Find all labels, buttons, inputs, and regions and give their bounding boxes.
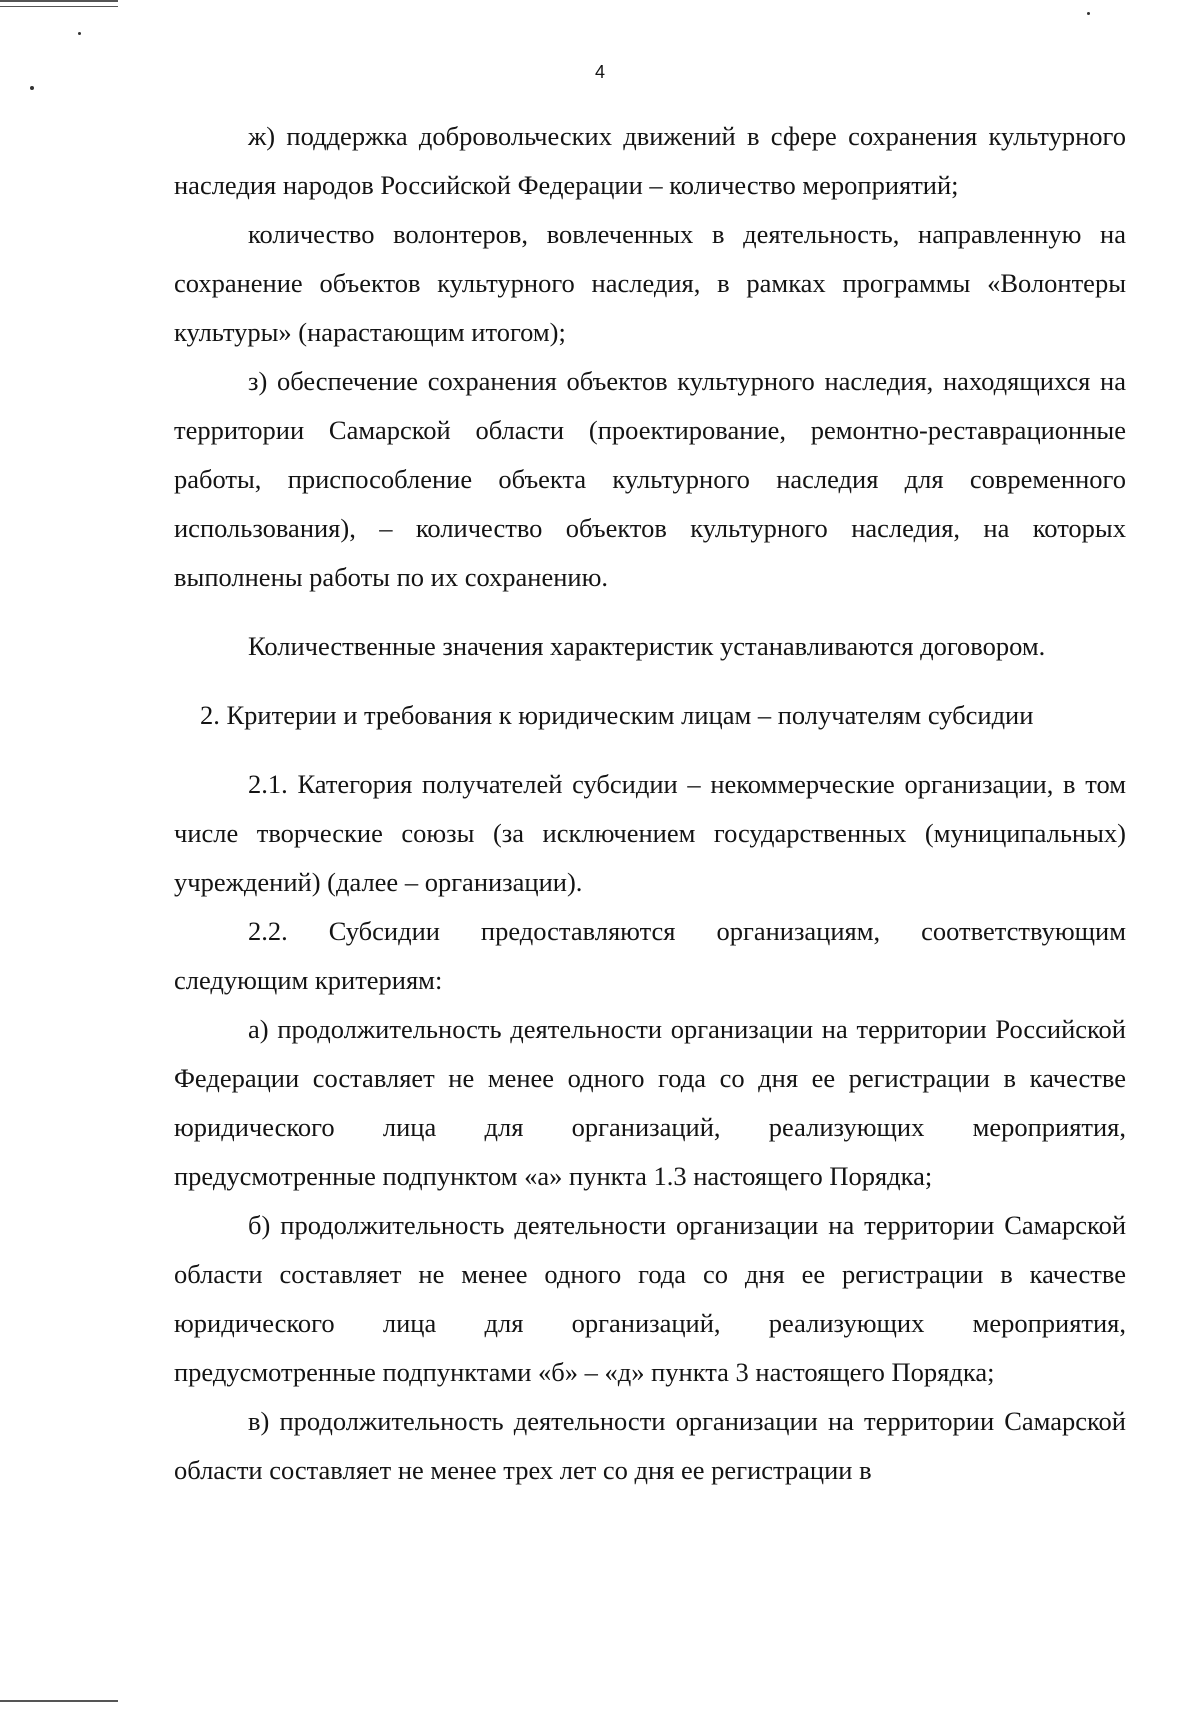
paragraph: в) продолжительность деятельности организации на территории Самарской области составляет не менее трех лет со дня ее регистрации в: [174, 1406, 1126, 1485]
document-body: [174, 112, 1126, 1495]
scan-mark: [0, 0, 118, 2]
scan-mark: [78, 32, 81, 35]
paragraph: б) продолжительность деятельности организации на территории Самарской области составляет не менее одного года со дня ее регистрации в качестве юридического лица для организаций, реализующих мероприятия, предусмотренные подпунктами «б» – «д» пункта 3 настоящего Порядка;: [174, 1210, 1126, 1387]
page-number: 4: [594, 62, 605, 82]
paragraph: 2.1. Категория получателей субсидии – некоммерческие организации, в том числе творческие союзы (за исключением государственных (муниципальных) учреждений) (далее – организации).: [174, 769, 1126, 897]
scan-mark: [0, 6, 118, 7]
scan-mark: [1087, 12, 1090, 15]
paragraph: з) обеспечение сохранения объектов культурного наследия, находящихся на территории Самарской области (проектирование, ремонтно-реставрационные работы, приспособление объекта культурного наследия для современного использования), – количество объектов культурного наследия, на которых выполнены работы по их сохранению.: [174, 366, 1126, 592]
paragraph: ж) поддержка добровольческих движений в сфере сохранения культурного наследия народов Российской Федерации – количество мероприятий;: [174, 121, 1126, 200]
scan-mark: [30, 86, 34, 90]
paragraph: 2.2. Субсидии предоставляются организациям, соответствующим следующим критериям:: [174, 916, 1126, 995]
section-heading: 2. Критерии и требования к юридическим лицам – получателям субсидии: [200, 700, 1034, 730]
paragraph: Количественные значения характеристик устанавливаются договором.: [248, 631, 1046, 661]
scan-mark: [0, 1700, 118, 1702]
paragraph: а) продолжительность деятельности организации на территории Российской Федерации составляет не менее одного года со дня ее регистрации в качестве юридического лица для организаций, реализующих мероприятия, предусмотренные подпунктом «а» пункта 1.3 настоящего Порядка;: [174, 1014, 1126, 1191]
paragraph: количество волонтеров, вовлеченных в деятельность, направленную на сохранение объектов культурного наследия, в рамках программы «Волонтеры культуры» (нарастающим итогом);: [174, 219, 1126, 347]
